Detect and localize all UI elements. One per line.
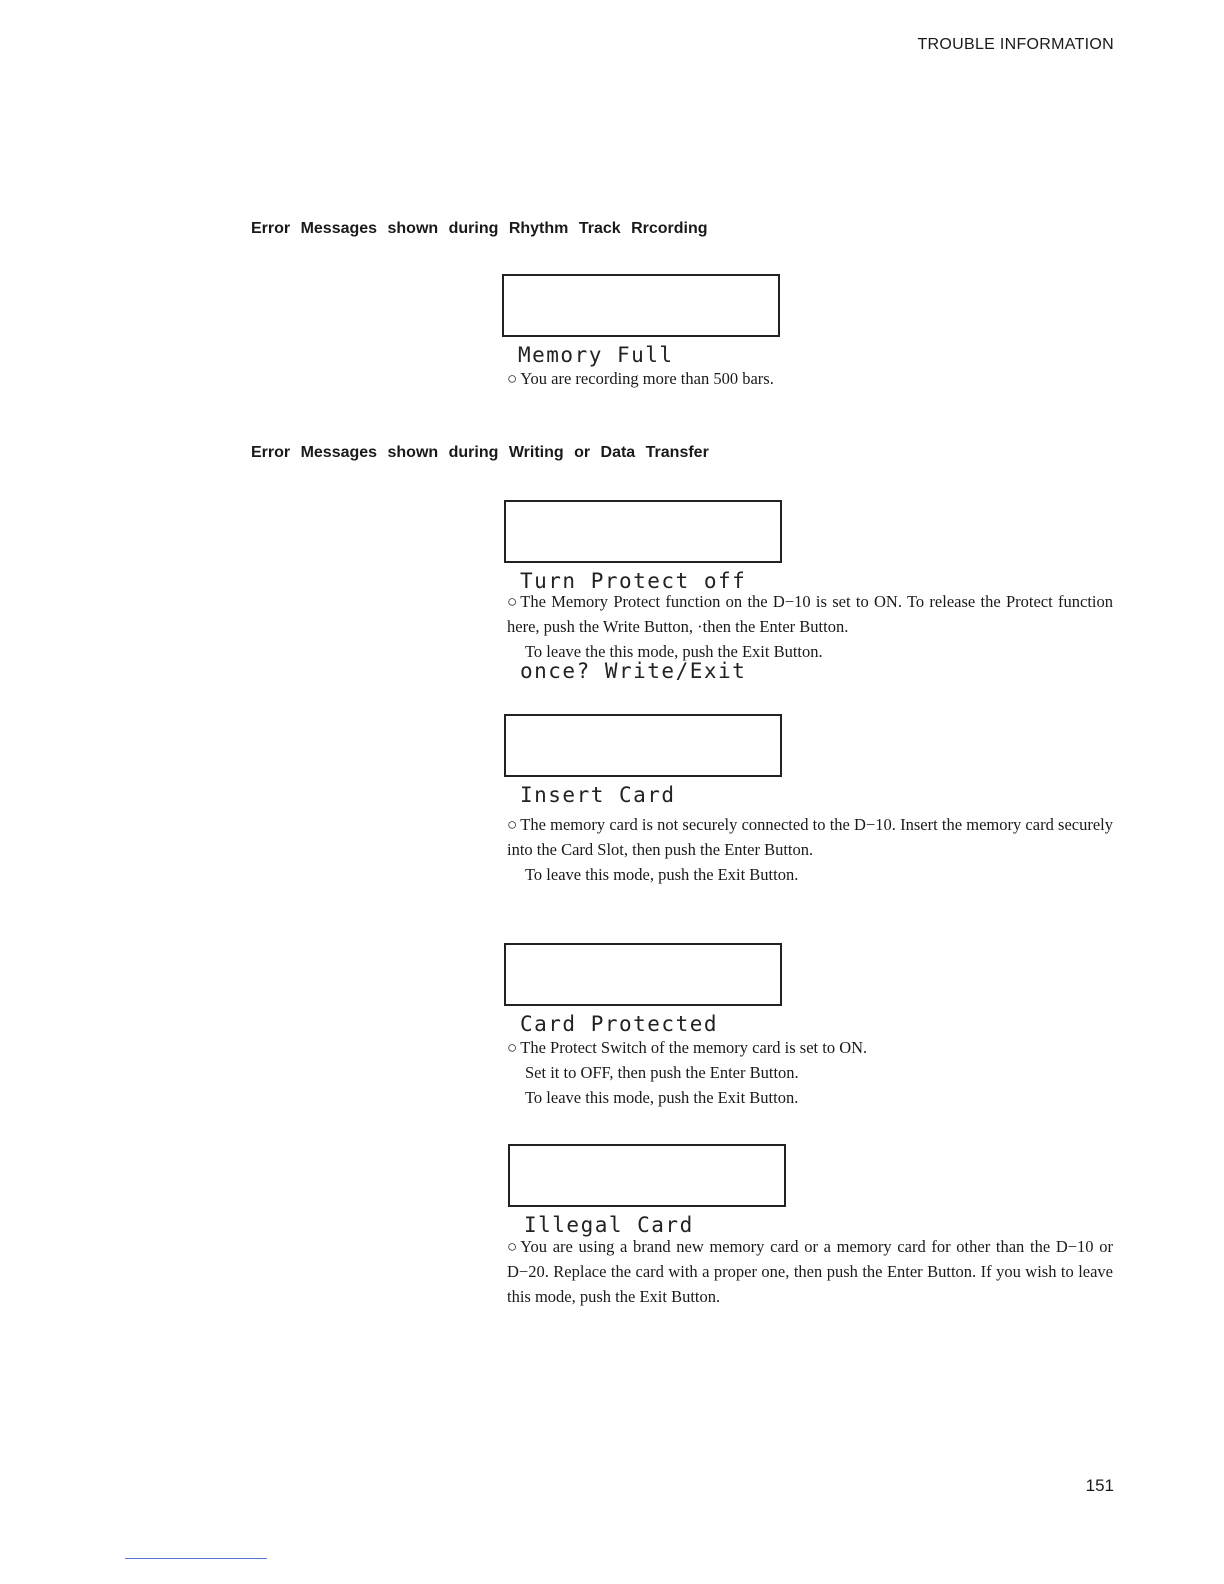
circle-bullet-icon: ○ — [507, 592, 518, 611]
lcd-line-1: Insert Card — [520, 783, 676, 807]
section-heading-writing-data-transfer: Error Messages shown during Writing or Data Transfer — [251, 444, 709, 461]
lcd-line-1: Card Protected — [520, 1012, 719, 1036]
message-description-memory-full — [507, 366, 1113, 391]
circle-bullet-icon: ○ — [507, 815, 518, 834]
message-description-insert-card — [507, 812, 1113, 887]
message-description-card-protected — [507, 1035, 1113, 1110]
section-heading-rhythm-track: Error Messages shown during Rhythm Track Rrcording — [251, 220, 708, 237]
circle-bullet-icon: ○ — [507, 1237, 518, 1256]
lcd-display-card-protected — [504, 943, 782, 1036]
description-line: To leave this mode, push the Exit Button. — [525, 1088, 799, 1107]
lcd-line-1: Memory Full — [518, 343, 674, 367]
description-line: ○ You are using a brand new memory card or a memory card for other than the D−10 or D−20. Replace the card with a proper one, then push the Enter Button. If you wish to leave this mode, push the Exit Button. — [507, 1234, 1113, 1309]
circle-bullet-icon: ○ — [507, 1038, 518, 1057]
description-line: ○ You are recording more than 500 bars. — [507, 366, 1113, 391]
message-description-illegal-card — [507, 1234, 1113, 1309]
lcd-line-1: Illegal Card — [524, 1213, 694, 1237]
page-number: 151 — [1085, 1476, 1114, 1495]
lcd-display-memory-full — [502, 274, 780, 367]
page-header: TROUBLE INFORMATION — [917, 36, 1114, 53]
footer-divider — [125, 1558, 267, 1559]
description-line: To leave this mode, push the Exit Button. — [525, 865, 799, 884]
description-line: ○ The Memory Protect function on the D−10 is set to ON. To release the Protect function here, push the Write Button, ·then the Enter Button. — [507, 589, 1113, 639]
description-line: ○ The Protect Switch of the memory card is set to ON. — [507, 1035, 1113, 1060]
lcd-line-1: Turn Protect off — [520, 569, 747, 593]
lcd-display-insert-card — [504, 714, 782, 807]
description-line: To leave the this mode, push the Exit Button. — [525, 642, 823, 661]
lcd-display-illegal-card — [508, 1144, 786, 1237]
circle-bullet-icon: ○ — [507, 369, 518, 388]
description-line: ○ The memory card is not securely connected to the D−10. Insert the memory card securely into the Card Slot, then push the Enter Button. — [507, 812, 1113, 862]
description-line: Set it to OFF, then push the Enter Button. — [525, 1063, 799, 1082]
lcd-line-2: once? Write/Exit — [520, 659, 747, 683]
message-description-turn-protect-off — [507, 589, 1113, 664]
